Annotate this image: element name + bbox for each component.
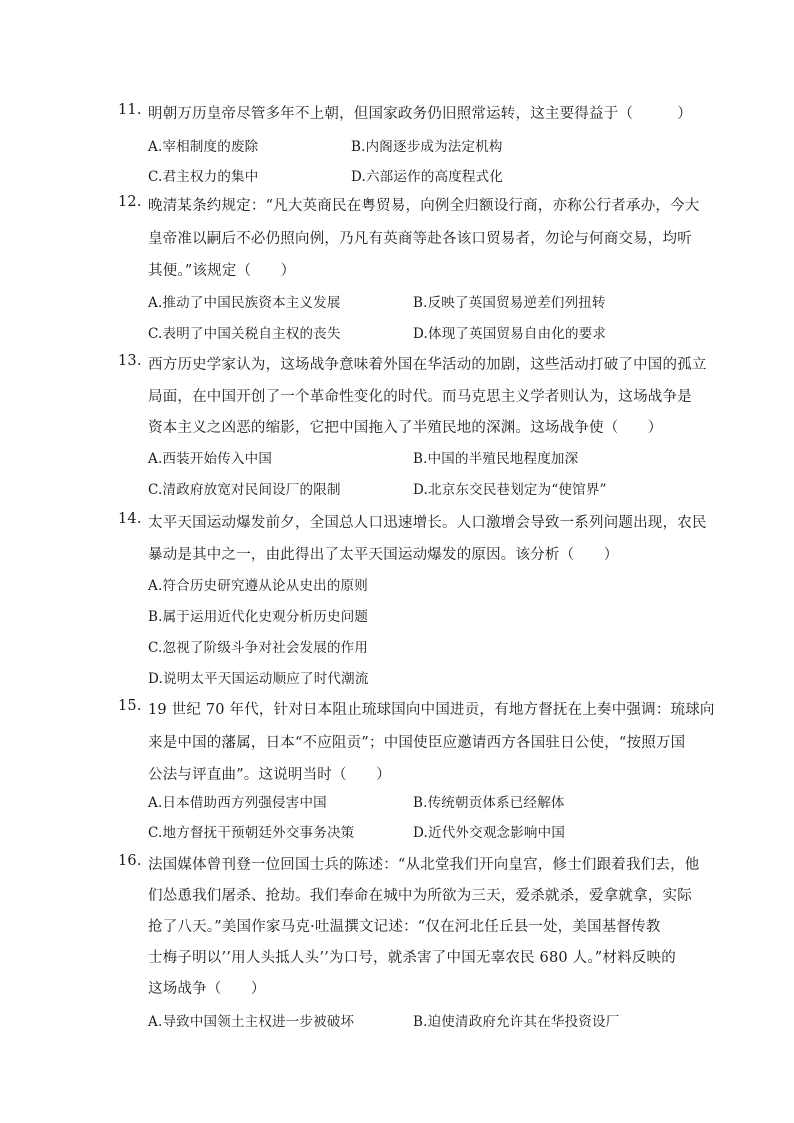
question-stem-line: 西方历史学家认为，这场战争意味着外国在华活动的加剧，这些活动打破了中国的孤立 (148, 357, 707, 373)
question-stem-line: 抢了八天。”美国作家马克·吐温撰文记述：“仅在河北任丘县一处，美国基督传教 (148, 919, 661, 935)
question-stem-line: 这场战争（ ） (148, 981, 266, 997)
question-stem-line: 晚清某条约规定：“凡大英商民在粤贸易，向例全归额设行商，亦称公行者承办，今大 (148, 198, 700, 214)
question-stem-line: 来是中国的藩属，日本“不应阻贡”；中国使臣应邀请西方各国驻日公使，“按照万国 (148, 735, 686, 751)
option-a: A.日本借助西方列强侵害中国 (148, 795, 327, 811)
question-stem-line: 士梅子明以’’用人头抵人头’’为口号，就杀害了中国无辜农民 680 人。”材料反映的 (148, 950, 676, 966)
question-number: 11. (118, 102, 142, 118)
question-number: 12. (118, 194, 142, 210)
option-b: B.中国的半殖民地程度加深 (413, 451, 579, 467)
option-d: D.体现了英国贸易自由化的要求 (413, 326, 607, 342)
question-stem-line: 公法与评直曲”。这说明当时（ ） (148, 767, 391, 783)
option-c: C.忽视了阶级斗争对社会发展的作用 (148, 640, 369, 656)
question-stem-line: 暴动是其中之一，由此得出了太平天国运动爆发的原因。该分析（ ） (148, 547, 619, 563)
option-a: A.导致中国领土主权进一步被破坏 (148, 1014, 355, 1030)
option-d: D.近代外交观念影响中国 (413, 825, 566, 841)
question-stem-line: 太平天国运动爆发前夕，全国总人口迅速增长。人口激增会导致一系列问题出现，农民 (148, 515, 707, 531)
option-a: A.推动了中国民族资本主义发展 (148, 295, 341, 311)
option-b: B.内阁逐步成为法定机构 (351, 139, 503, 155)
option-b: B.属于运用近代化史观分析历史问题 (148, 609, 369, 625)
question-number: 16. (118, 853, 142, 869)
question-number: 15. (118, 698, 142, 714)
option-b: B.传统朝贡体系已经解体 (413, 795, 565, 811)
option-d: D.六部运作的高度程式化 (351, 169, 504, 185)
question-number: 13. (118, 353, 142, 369)
question-stem-line: 局面，在中国开创了一个革命性变化的时代。而马克思主义学者则认为，这场战争是 (148, 389, 692, 405)
option-a: A.宰相制度的废除 (148, 139, 259, 155)
option-c: C.表明了中国关税自主权的丧失 (148, 326, 341, 342)
option-d: D.北京东交民巷划定为“使馆界” (413, 482, 607, 498)
option-c: C.君主权力的集中 (148, 169, 259, 185)
question-stem-line: 资本主义之凶恶的缩影，它把中国拖入了半殖民地的深渊。这场战争使（ ） (148, 420, 663, 436)
option-d: D.说明太平天国运动顺应了时代潮流 (148, 671, 369, 687)
question-stem-line: 其便。”该规定（ ） (148, 263, 296, 279)
option-b: B.迫使清政府允许其在华投资设厂 (413, 1014, 620, 1030)
question-stem-line: 19 世纪 70 年代，针对日本阻止琉球国向中国进贡，有地方督抚在上奏中强调：琉球向 (148, 702, 715, 718)
option-c: C.地方督抚干预朝廷外交事务决策 (148, 825, 355, 841)
option-a: A.西装开始传入中国 (148, 451, 273, 467)
option-c: C.清政府放宽对民间设厂的限制 (148, 482, 341, 498)
question-stem-line: 皇帝准以嗣后不必仍照向例，乃凡有英商等赴各该口贸易者，勿论与何商交易，均听 (148, 231, 692, 247)
question-stem-line: 法国媒体曾刊登一位回国士兵的陈述：“从北堂我们开向皇宫，修士们跟着我们去，他 (148, 857, 700, 873)
question-stem-line: 明朝万历皇帝尽管多年不上朝，但国家政务仍旧照常运转，这主要得益于（ ） (148, 106, 692, 122)
option-a: A.符合历史研究遵从论从史出的原则 (148, 578, 368, 594)
option-b: B.反映了英国贸易逆差们列扭转 (413, 295, 606, 311)
question-number: 14. (118, 511, 142, 527)
question-stem-line: 们怂恿我们屠杀、抢劫。我们奉命在城中为所欲为三天，爱杀就杀，爱拿就拿，实际 (148, 888, 692, 904)
